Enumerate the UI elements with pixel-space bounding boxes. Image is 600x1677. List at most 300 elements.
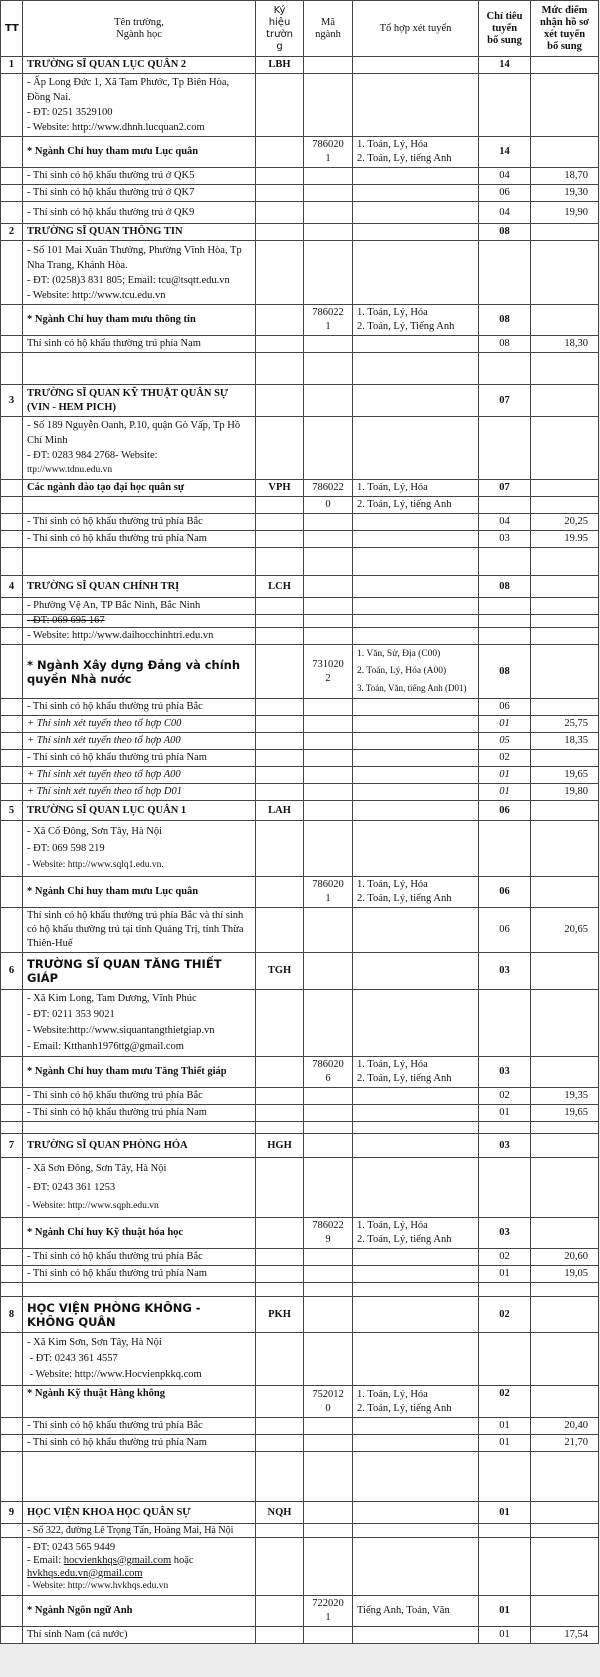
quota-row-quota: 03 — [479, 531, 531, 548]
empty-cell — [256, 1266, 304, 1283]
header-quota-line3: bổ sung — [487, 34, 522, 46]
empty-cell — [479, 990, 531, 1057]
empty-cell — [353, 1266, 479, 1283]
combo-item: 1. Toán, Lý, Hóa — [357, 1059, 428, 1070]
empty-cell — [1, 1386, 23, 1418]
major-quota: 07 — [479, 480, 531, 497]
major-code-line1: 786022 — [312, 1220, 344, 1231]
empty-cell — [353, 801, 479, 821]
quota-row — [1, 514, 599, 531]
empty-cell — [304, 1333, 353, 1386]
empty-cell — [531, 1057, 599, 1088]
header-tt: TT — [1, 1, 23, 57]
quota-row-quota: 01 — [479, 767, 531, 784]
major-quota: 14 — [479, 137, 531, 168]
header-code-line3: trườn — [266, 28, 293, 40]
empty-cell — [304, 1538, 353, 1596]
empty-cell — [1, 1627, 23, 1644]
quota-row — [1, 716, 599, 733]
quota-row-label: - Thí sinh có hộ khẩu thường trú ở QK7 — [23, 185, 256, 202]
empty-cell — [304, 1524, 353, 1538]
school-info — [23, 1538, 256, 1596]
empty-cell — [304, 1418, 353, 1435]
school-info-row — [1, 990, 599, 1057]
school-website[interactable]: - Website: http://www.daihocchinhtri.edu.vn — [23, 628, 256, 645]
school-info-row — [1, 1524, 599, 1538]
quota-row — [1, 202, 599, 224]
empty-cell — [531, 953, 599, 990]
school-code: LCH — [256, 576, 304, 598]
school-info — [23, 1333, 256, 1386]
school-address: - Xã Cổ Đông, Sơn Tây, Hà Nội — [27, 826, 163, 837]
major-row — [1, 877, 599, 908]
table-header-row — [1, 1, 599, 57]
school-phone: - ĐT: 0243 565 9449 — [27, 1541, 116, 1553]
major-code-line1: 752012 — [312, 1388, 344, 1400]
empty-cell — [304, 750, 353, 767]
combo-item: 1. Văn, Sử, Địa (C00) — [357, 649, 441, 659]
combo-item: 2. Toán, Lý, Hóa (A00) — [357, 666, 447, 676]
empty-cell — [304, 1158, 353, 1218]
school-website[interactable]: ttp://www.tdnu.edu.vn — [27, 465, 113, 475]
quota-row-label: + Thí sinh xét tuyển theo tổ hợp A00 — [23, 767, 256, 784]
empty-cell — [531, 1502, 599, 1524]
major-school-code: VPH — [256, 480, 304, 497]
school-phone: - ĐT: (0258)3 831 805; Email: tcu@tsqtt.edu.vn — [27, 274, 230, 286]
header-major-line1: Mã — [321, 16, 335, 28]
school-name: TRƯỜNG SĨ QUAN TĂNG THIẾT GIÁP — [23, 953, 256, 990]
school-name: TRƯỜNG SĨ QUAN KỸ THUẬT QUÂN SỰ (VIN - HEM PICH) — [23, 385, 256, 417]
quota-row-label: - Thí sinh có hộ khẩu thường trú phía Bắc — [23, 1418, 256, 1435]
empty-cell — [479, 1538, 531, 1596]
major-name: * Ngành Chỉ huy tham mưu Lục quân — [23, 137, 256, 168]
school-info-row — [1, 417, 599, 480]
quota-row-score — [531, 699, 599, 716]
quota-row-quota: 02 — [479, 1088, 531, 1105]
school-info — [23, 417, 256, 480]
quota-row-score: 20,25 — [531, 514, 599, 531]
school-phone: - ĐT: 0243 361 1253 — [27, 1182, 116, 1193]
quota-row-score: 20,65 — [531, 908, 599, 953]
school-code — [256, 224, 304, 241]
empty-cell — [256, 1057, 304, 1088]
empty-cell — [256, 716, 304, 733]
header-score-line1: Mức điểm — [541, 4, 588, 16]
empty-cell — [353, 1088, 479, 1105]
empty-cell — [256, 877, 304, 908]
school-address: - Xã Kim Sơn, Sơn Tây, Hà Nội — [27, 1337, 162, 1348]
empty-cell — [304, 1088, 353, 1105]
header-score-line3: xét tuyển — [543, 28, 586, 40]
quota-row-quota: 05 — [479, 733, 531, 750]
school-info-row — [1, 1538, 599, 1596]
empty-cell — [1, 1158, 23, 1218]
empty-cell — [531, 353, 599, 385]
school-name: HỌC VIỆN KHOA HỌC QUÂN SỰ — [23, 1502, 256, 1524]
email-link[interactable]: hvkhqs.edu.vn@gmail.com — [27, 1567, 143, 1579]
empty-cell — [353, 353, 479, 385]
empty-cell — [304, 1627, 353, 1644]
empty-cell — [353, 1524, 479, 1538]
empty-cell — [23, 1122, 256, 1134]
blank-row — [1, 353, 599, 385]
empty-cell — [304, 801, 353, 821]
major-code — [304, 137, 353, 168]
empty-cell — [1, 821, 23, 877]
empty-cell — [304, 1283, 353, 1297]
school-email-line — [27, 1554, 251, 1567]
school-address: - Phường Vệ An, TP Bắc Ninh, Bắc Ninh — [23, 598, 256, 615]
empty-cell — [304, 1134, 353, 1158]
combo-item: 3. Toán, Văn, tiếng Anh (D01) — [357, 683, 467, 693]
empty-cell — [531, 1122, 599, 1134]
school-info-row — [1, 628, 599, 645]
major-code-line2: 0 — [325, 1402, 331, 1414]
empty-cell — [256, 1218, 304, 1249]
major-code-line2: 6 — [325, 1073, 331, 1084]
quota-row-label: + Thí sinh xét tuyển theo tổ hợp D01 — [23, 784, 256, 801]
empty-cell — [353, 1283, 479, 1297]
school-phone: - ĐT: 0211 353 9021 — [27, 1009, 115, 1020]
empty-cell — [256, 598, 304, 615]
empty-cell — [353, 1122, 479, 1134]
empty-cell — [353, 699, 479, 716]
school-title-row — [1, 385, 599, 417]
empty-cell — [353, 1452, 479, 1502]
empty-cell — [531, 1524, 599, 1538]
empty-cell — [256, 1538, 304, 1596]
empty-cell — [353, 1502, 479, 1524]
school-number: 7 — [1, 1134, 23, 1158]
empty-cell — [304, 1249, 353, 1266]
header-quota — [479, 1, 531, 57]
school-title-row — [1, 57, 599, 74]
school-info-row — [1, 821, 599, 877]
empty-cell — [353, 733, 479, 750]
school-website[interactable]: - Website:http://www.siquantangthietgiap.vn — [27, 1025, 215, 1036]
empty-cell — [256, 990, 304, 1057]
quota-row-quota: 08 — [479, 336, 531, 353]
school-website[interactable]: - Website: http://www.sqlq1.edu.vn. — [27, 860, 164, 870]
quota-row-label: - Thí sinh có hộ khẩu thường trú ở QK5 — [23, 168, 256, 185]
quota-row-quota: 02 — [479, 1249, 531, 1266]
empty-cell — [531, 548, 599, 576]
school-number: 5 — [1, 801, 23, 821]
quota-row-label: Thí sinh có hộ khẩu thường trú phía Bắc và thí sinh có hộ khẩu thường trú tại tỉnh Quảng Trị, tỉnh Thừa Thiên-Huế — [23, 908, 256, 953]
empty-cell — [353, 628, 479, 645]
quota-row-score: 19,65 — [531, 767, 599, 784]
empty-cell — [256, 1283, 304, 1297]
empty-cell — [1, 353, 23, 385]
email-prefix: - Email: — [27, 1554, 64, 1566]
empty-cell — [353, 1134, 479, 1158]
empty-cell — [531, 615, 599, 628]
empty-cell — [304, 990, 353, 1057]
school-info — [23, 241, 256, 305]
quota-row — [1, 168, 599, 185]
major-combos — [353, 1218, 479, 1249]
combo-item: 1. Toán, Lý, Hóa — [357, 1220, 428, 1231]
school-address: - Xã Kim Long, Tam Dương, Vĩnh Phúc — [27, 993, 197, 1004]
email-conjunction: hoặc — [171, 1554, 194, 1566]
empty-cell — [304, 1122, 353, 1134]
empty-cell — [1, 1218, 23, 1249]
school-title-row — [1, 576, 599, 598]
empty-cell — [531, 1596, 599, 1627]
empty-cell — [1, 1057, 23, 1088]
empty-cell — [304, 548, 353, 576]
empty-cell — [531, 990, 599, 1057]
combo-item: 2. Toán, Lý, tiếng Anh — [357, 1402, 452, 1414]
quota-row-label: - Thí sinh có hộ khẩu thường trú phía Bắc — [23, 1088, 256, 1105]
major-combos — [353, 877, 479, 908]
empty-cell — [1, 1249, 23, 1266]
empty-cell — [531, 598, 599, 615]
quota-row-label: - Thí sinh có hộ khẩu thường trú phía Nam — [23, 1266, 256, 1283]
header-code-line1: Ký — [273, 4, 286, 16]
empty-cell — [23, 353, 256, 385]
empty-cell — [479, 1158, 531, 1218]
school-code: HGH — [256, 1134, 304, 1158]
quota-row-quota: 01 — [479, 1418, 531, 1435]
empty-cell — [256, 1158, 304, 1218]
school-quota: 02 — [479, 1297, 531, 1333]
school-info-row — [1, 1158, 599, 1218]
empty-cell — [479, 628, 531, 645]
empty-cell — [304, 1105, 353, 1122]
empty-cell — [353, 1435, 479, 1452]
quota-row-score: 19.95 — [531, 531, 599, 548]
school-phone: - ĐT: 069 695 167 — [23, 615, 256, 628]
major-code-line1: 786020 — [312, 1059, 344, 1070]
school-info-row — [1, 598, 599, 615]
header-score-line2: nhận hồ sơ — [539, 16, 589, 28]
empty-cell — [23, 1452, 256, 1502]
empty-cell — [256, 615, 304, 628]
quota-row — [1, 1435, 599, 1452]
school-quota: 06 — [479, 801, 531, 821]
empty-cell — [531, 1218, 599, 1249]
major-code-line1: 786020 — [312, 139, 344, 150]
major-row — [1, 1218, 599, 1249]
empty-cell — [479, 1524, 531, 1538]
quota-row-score: 19,65 — [531, 1105, 599, 1122]
school-number: 4 — [1, 576, 23, 598]
empty-cell — [353, 1538, 479, 1596]
quota-row — [1, 1249, 599, 1266]
quota-row-label: Thí sinh có hộ khẩu thường trú phía Nam — [23, 336, 256, 353]
empty-cell — [256, 353, 304, 385]
quota-row-label: - Thí sinh có hộ khẩu thường trú phía Bắc — [23, 514, 256, 531]
major-row — [1, 305, 599, 336]
quota-row-quota: 06 — [479, 185, 531, 202]
quota-row — [1, 336, 599, 353]
school-number: 8 — [1, 1297, 23, 1333]
empty-cell — [304, 1502, 353, 1524]
empty-cell — [353, 1249, 479, 1266]
major-code-line1: 731020 — [312, 658, 344, 670]
quota-row-quota: 04 — [479, 514, 531, 531]
empty-cell — [1, 1435, 23, 1452]
major-code — [304, 1218, 353, 1249]
school-number: 1 — [1, 57, 23, 74]
blank-row — [1, 548, 599, 576]
major-row — [1, 137, 599, 168]
quota-row-label: Thí sinh Nam (cả nước) — [23, 1627, 256, 1644]
quota-row — [1, 1627, 599, 1644]
school-name: TRƯỜNG SĨ QUAN LỤC QUÂN 1 — [23, 801, 256, 821]
combo-item: 1. Toán, Lý, Hóa — [357, 139, 428, 150]
empty-cell — [353, 1105, 479, 1122]
combo-item: Tiếng Anh, Toán, Văn — [353, 1596, 479, 1627]
header-score — [531, 1, 599, 57]
header-name-line2: Ngành học — [116, 28, 162, 40]
school-code: TGH — [256, 953, 304, 990]
empty-cell — [353, 908, 479, 953]
school-code: NQH — [256, 1502, 304, 1524]
school-quota: 14 — [479, 57, 531, 74]
school-address: - Số 189 Nguyễn Oanh, P.10, quận Gò Vấp, Tp Hồ Chí Minh — [27, 420, 241, 446]
empty-cell — [479, 353, 531, 385]
header-quota-line2: tuyển — [491, 22, 518, 34]
school-address: - Ấp Long Đức 1, Xã Tam Phước, Tp Biên Hòa, Đồng Nai. — [27, 77, 230, 103]
empty-cell — [479, 598, 531, 615]
quota-row-quota: 06 — [479, 908, 531, 953]
empty-cell — [256, 1122, 304, 1134]
quota-row-label: - Thí sinh có hộ khẩu thường trú phía Bắc — [23, 699, 256, 716]
school-website[interactable]: - Website: http://www.dhnh.lucquan2.com — [27, 122, 205, 133]
empty-cell — [531, 1297, 599, 1333]
quota-row-score: 19,90 — [531, 202, 599, 224]
empty-cell — [1, 548, 23, 576]
blank-row — [1, 1452, 599, 1502]
school-title-row — [1, 1502, 599, 1524]
quota-row-label: - Thí sinh có hộ khẩu thường trú ở QK9 — [23, 202, 256, 224]
quota-row — [1, 750, 599, 767]
school-info — [23, 990, 256, 1057]
empty-cell — [353, 548, 479, 576]
school-quota: 07 — [479, 385, 531, 417]
school-website[interactable]: - Website: http://www.tcu.edu.vn — [27, 289, 166, 301]
major-code-line2: 1 — [325, 893, 331, 904]
school-phone: - ĐT: 069 598 219 — [27, 843, 105, 854]
major-row — [1, 480, 599, 497]
quota-row-quota: 01 — [479, 1435, 531, 1452]
empty-cell — [256, 1524, 304, 1538]
empty-cell — [1, 1283, 23, 1297]
school-website[interactable]: - Website: http://www.Hocvienpkkq.com — [27, 1369, 202, 1380]
empty-cell — [353, 953, 479, 990]
major-name: * Ngành Kỹ thuật Hàng không — [23, 1386, 256, 1418]
quota-row-score: 17,54 — [531, 1627, 599, 1644]
school-name: TRƯỜNG SĨ QUAN LỤC QUÂN 2 — [23, 57, 256, 74]
major-code-line2: 1 — [325, 153, 331, 164]
major-name: * Ngành Chỉ huy tham mưu Tăng Thiết giáp — [23, 1057, 256, 1088]
header-name — [23, 1, 256, 57]
school-number: 2 — [1, 224, 23, 241]
quota-row — [1, 1266, 599, 1283]
school-address: - Xã Sơn Đông, Sơn Tây, Hà Nội — [27, 1163, 167, 1174]
major-code — [304, 1386, 353, 1418]
empty-cell — [1, 1266, 23, 1283]
school-quota: 03 — [479, 953, 531, 990]
empty-cell — [256, 767, 304, 784]
major-quota: 08 — [479, 305, 531, 336]
empty-cell — [1, 1088, 23, 1105]
combo-item: 1. Toán, Lý, Hóa — [357, 307, 428, 318]
quota-row — [1, 908, 599, 953]
major-row — [1, 1057, 599, 1088]
empty-cell — [479, 821, 531, 877]
empty-cell — [256, 1627, 304, 1644]
quota-row-quota: 06 — [479, 699, 531, 716]
empty-cell — [1, 877, 23, 908]
empty-cell — [479, 1333, 531, 1386]
empty-cell — [256, 908, 304, 953]
quota-row-quota: 01 — [479, 1266, 531, 1283]
empty-cell — [304, 615, 353, 628]
school-name: TRƯỜNG SĨ QUAN CHÍNH TRỊ — [23, 576, 256, 598]
empty-cell — [1, 908, 23, 953]
school-website[interactable]: - Website: http://www.sqph.edu.vn — [27, 1201, 159, 1211]
school-address: - Số 101 Mai Xuân Thưởng, Phường Vĩnh Hòa, Tp Nha Trang, Khánh Hòa. — [27, 244, 242, 271]
header-score-line4: bổ sung — [547, 40, 582, 52]
school-email[interactable]: - Email: Ktthanh1976ttg@gmail.com — [27, 1041, 184, 1052]
quota-row-score: 21,70 — [531, 1435, 599, 1452]
quota-row — [1, 767, 599, 784]
quota-row-score: 18,35 — [531, 733, 599, 750]
empty-cell — [256, 1596, 304, 1627]
empty-cell — [304, 908, 353, 953]
empty-cell — [353, 598, 479, 615]
empty-cell — [256, 1333, 304, 1386]
empty-cell — [304, 353, 353, 385]
school-info-row — [1, 74, 599, 137]
email-link[interactable]: hocvienkhqs@gmail.com — [63, 1554, 172, 1566]
empty-cell — [256, 699, 304, 716]
empty-cell — [23, 548, 256, 576]
header-school-code — [256, 1, 304, 57]
major-continuation-row — [1, 497, 599, 514]
quota-row-label: - Thí sinh có hộ khẩu thường trú phía Nam — [23, 1435, 256, 1452]
empty-cell — [531, 821, 599, 877]
empty-cell — [353, 1158, 479, 1218]
empty-cell — [304, 733, 353, 750]
school-address: - Số 322, đường Lê Trọng Tấn, Hoàng Mai, Hà Nội — [23, 1524, 256, 1538]
empty-cell — [304, 699, 353, 716]
empty-cell — [304, 1435, 353, 1452]
empty-cell — [1, 1105, 23, 1122]
empty-cell — [353, 990, 479, 1057]
header-code-line2: hiệu — [268, 16, 291, 28]
major-code-line1: 786022 — [304, 480, 353, 497]
quota-row — [1, 733, 599, 750]
empty-cell — [353, 767, 479, 784]
empty-cell — [1, 1333, 23, 1386]
quota-row-label: + Thí sinh xét tuyển theo tổ hợp A00 — [23, 733, 256, 750]
school-number: 6 — [1, 953, 23, 990]
quota-row-label: - Thí sinh có hộ khẩu thường trú phía Nam — [23, 531, 256, 548]
empty-cell — [1, 1418, 23, 1435]
school-phone: - ĐT: 0251 3529100 — [27, 107, 113, 118]
empty-cell — [256, 1088, 304, 1105]
combo-item: 1. Toán, Lý, Hóa — [353, 480, 479, 497]
school-code — [256, 385, 304, 417]
school-website[interactable]: - Website: http://www.hvkhqs.edu.vn — [27, 1580, 169, 1591]
major-name: * Ngành Chỉ huy tham mưu thông tin — [23, 305, 256, 336]
empty-cell — [304, 821, 353, 877]
school-info — [23, 1158, 256, 1218]
